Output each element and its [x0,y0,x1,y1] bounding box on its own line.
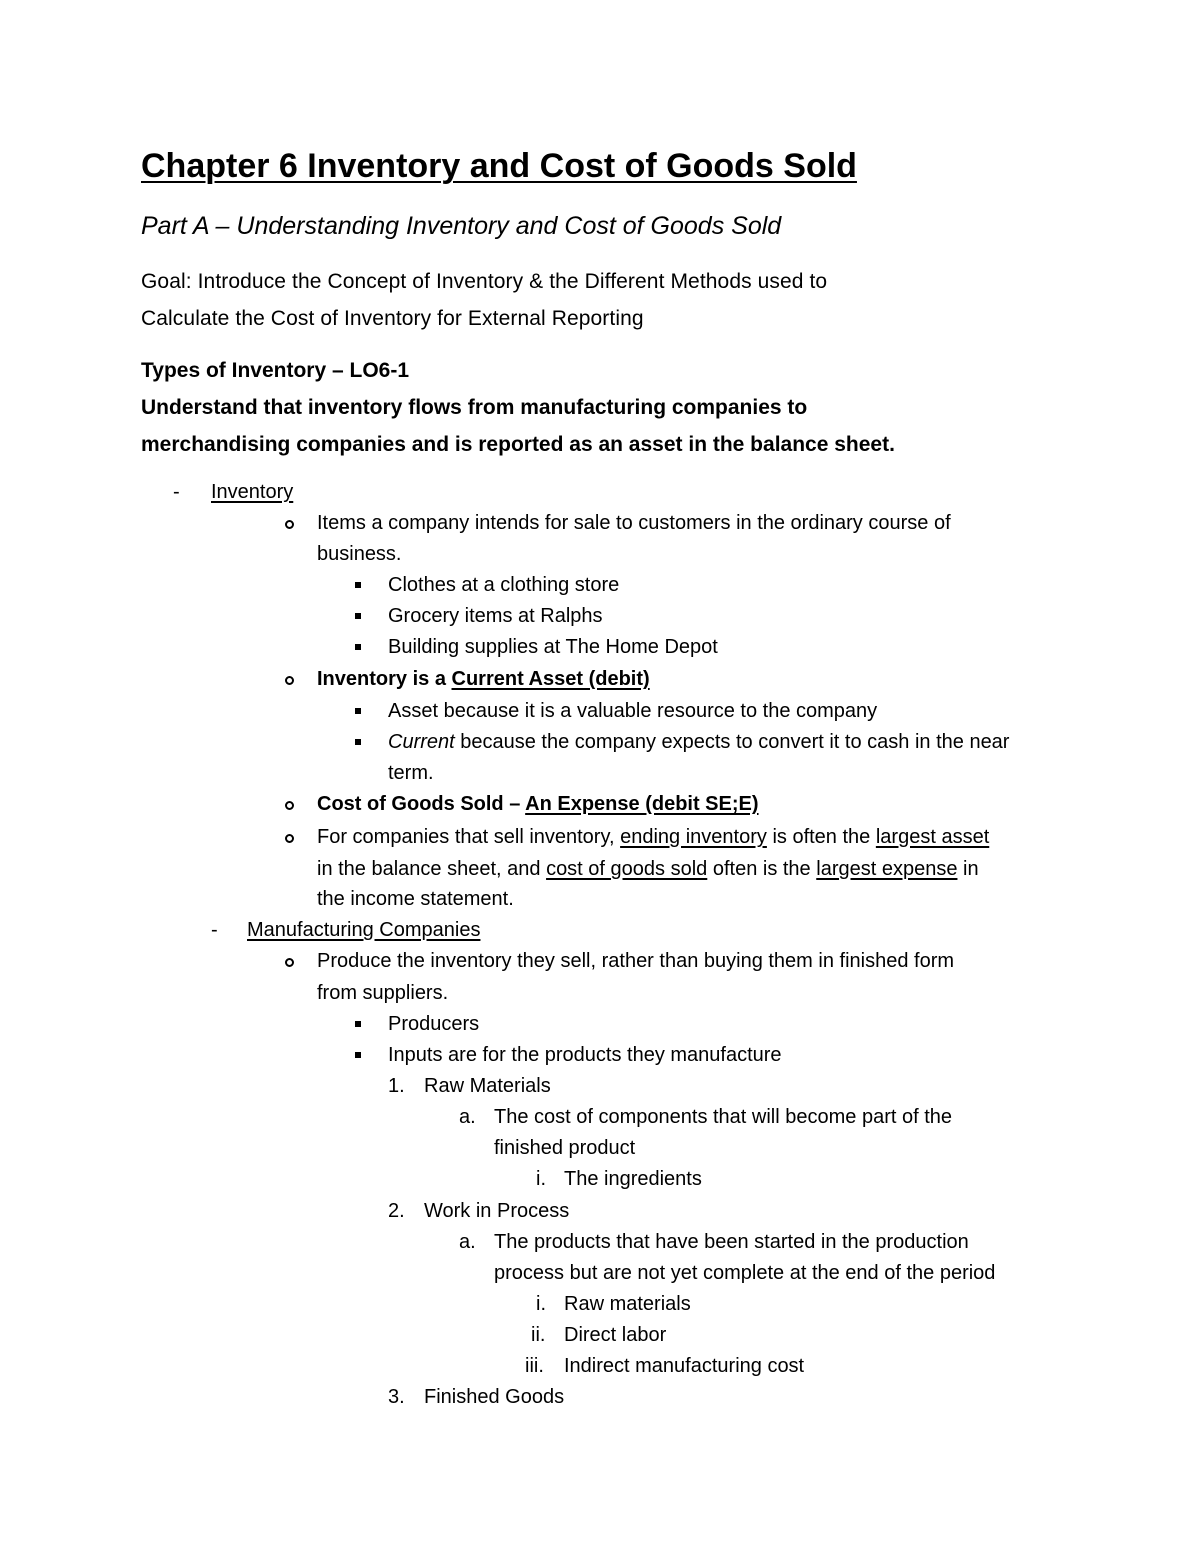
circle-bullet-icon [285,676,294,685]
wip-item: Raw materials [564,1293,691,1315]
wip-item: Direct labor [564,1324,667,1346]
current-word: Current [388,731,455,753]
inventory-definition-line-1: Items a company intends for sale to customers in the ordinary course of [317,512,951,534]
manufacturing-label: Manufacturing Companies [247,919,481,941]
letter-marker: a. [459,1106,476,1128]
raw-a-line-1: The cost of components that will become part of the [494,1106,953,1128]
manufacturing-desc-line-1: Produce the inventory they sell, rather than buying them in finished form [317,950,955,972]
dash-bullet: - [211,919,218,941]
square-bullet-icon [355,1021,361,1027]
square-bullet-icon [355,1052,361,1058]
circle-bullet-icon [285,520,294,529]
text: is often the [766,826,876,848]
wip-a-line-1: The products that have been started in the production [494,1231,969,1253]
current-reason-line-2: term. [388,762,434,784]
page-title: Chapter 6 Inventory and Cost of Goods Sold [141,147,857,185]
goal-line-1: Goal: Introduce the Concept of Inventory & the Different Methods used to [141,270,828,293]
raw-materials-item: Raw Materials [424,1075,551,1097]
largest-expense-term: largest expense [816,858,958,880]
number-marker: 3. [388,1386,405,1408]
inventory-definition-line-2: business. [317,543,402,565]
text: in the balance sheet, and [317,858,547,880]
example-item: Building supplies at The Home Depot [388,636,718,658]
square-bullet-icon [355,582,361,588]
current-asset-line [317,668,650,691]
finished-goods-item: Finished Goods [424,1386,565,1408]
roman-marker: i. [536,1168,546,1190]
circle-bullet-icon [285,834,294,843]
objective-line-1: Understand that inventory flows from manufacturing companies to [141,396,808,419]
sell-line-3: the income statement. [317,888,514,910]
part-heading: Part A – Understanding Inventory and Cost of Goods Sold [141,212,782,240]
letter-marker: a. [459,1231,476,1253]
ingredients-item: The ingredients [564,1168,702,1190]
cogs-line [317,793,759,816]
raw-a-line-2: finished product [494,1137,636,1159]
roman-marker: i. [536,1293,546,1315]
current-reason-rest: because the company expects to convert it to cash in the near [454,731,1010,753]
wip-item: Indirect manufacturing cost [564,1355,805,1377]
current-asset-link: Current Asset (debit) [451,668,650,690]
current-reason-line-1 [388,731,1009,754]
roman-marker: ii. [531,1324,546,1346]
producers-item: Producers [388,1013,480,1035]
cogs-term: cost of goods sold [546,858,708,880]
number-marker: 1. [388,1075,405,1097]
largest-asset-term: largest asset [875,826,990,848]
work-in-process-item: Work in Process [424,1200,570,1222]
cogs-link: An Expense (debit SE;E) [525,793,759,815]
current-asset-prefix: Inventory is a [317,668,452,690]
objective-line-2: merchandising companies and is reported as an asset in the balance sheet. [141,433,895,456]
goal-line-2: Calculate the Cost of Inventory for External Reporting [141,307,644,330]
section-heading: Types of Inventory – LO6-1 [141,359,410,382]
text: often is the [707,858,817,880]
text: in [957,858,979,880]
wip-a-line-2: process but are not yet complete at the end of the period [494,1262,996,1284]
ending-inventory-term: ending inventory [620,826,767,848]
example-item: Grocery items at Ralphs [388,605,603,627]
manufacturing-desc-line-2: from suppliers. [317,982,449,1004]
sell-line-1 [317,826,989,849]
example-item: Clothes at a clothing store [388,574,620,596]
roman-marker: iii. [525,1355,544,1377]
dash-bullet: - [173,481,180,503]
square-bullet-icon [355,613,361,619]
number-marker: 2. [388,1200,405,1222]
circle-bullet-icon [285,801,294,810]
square-bullet-icon [355,708,361,714]
sell-line-2 [317,858,979,881]
cogs-prefix: Cost of Goods Sold – [317,793,526,815]
text: For companies that sell inventory, [317,826,621,848]
asset-reason: Asset because it is a valuable resource to the company [388,700,878,722]
square-bullet-icon [355,644,361,650]
inputs-item: Inputs are for the products they manufacture [388,1044,782,1066]
inventory-label: Inventory [211,481,294,503]
circle-bullet-icon [285,958,294,967]
square-bullet-icon [355,739,361,745]
